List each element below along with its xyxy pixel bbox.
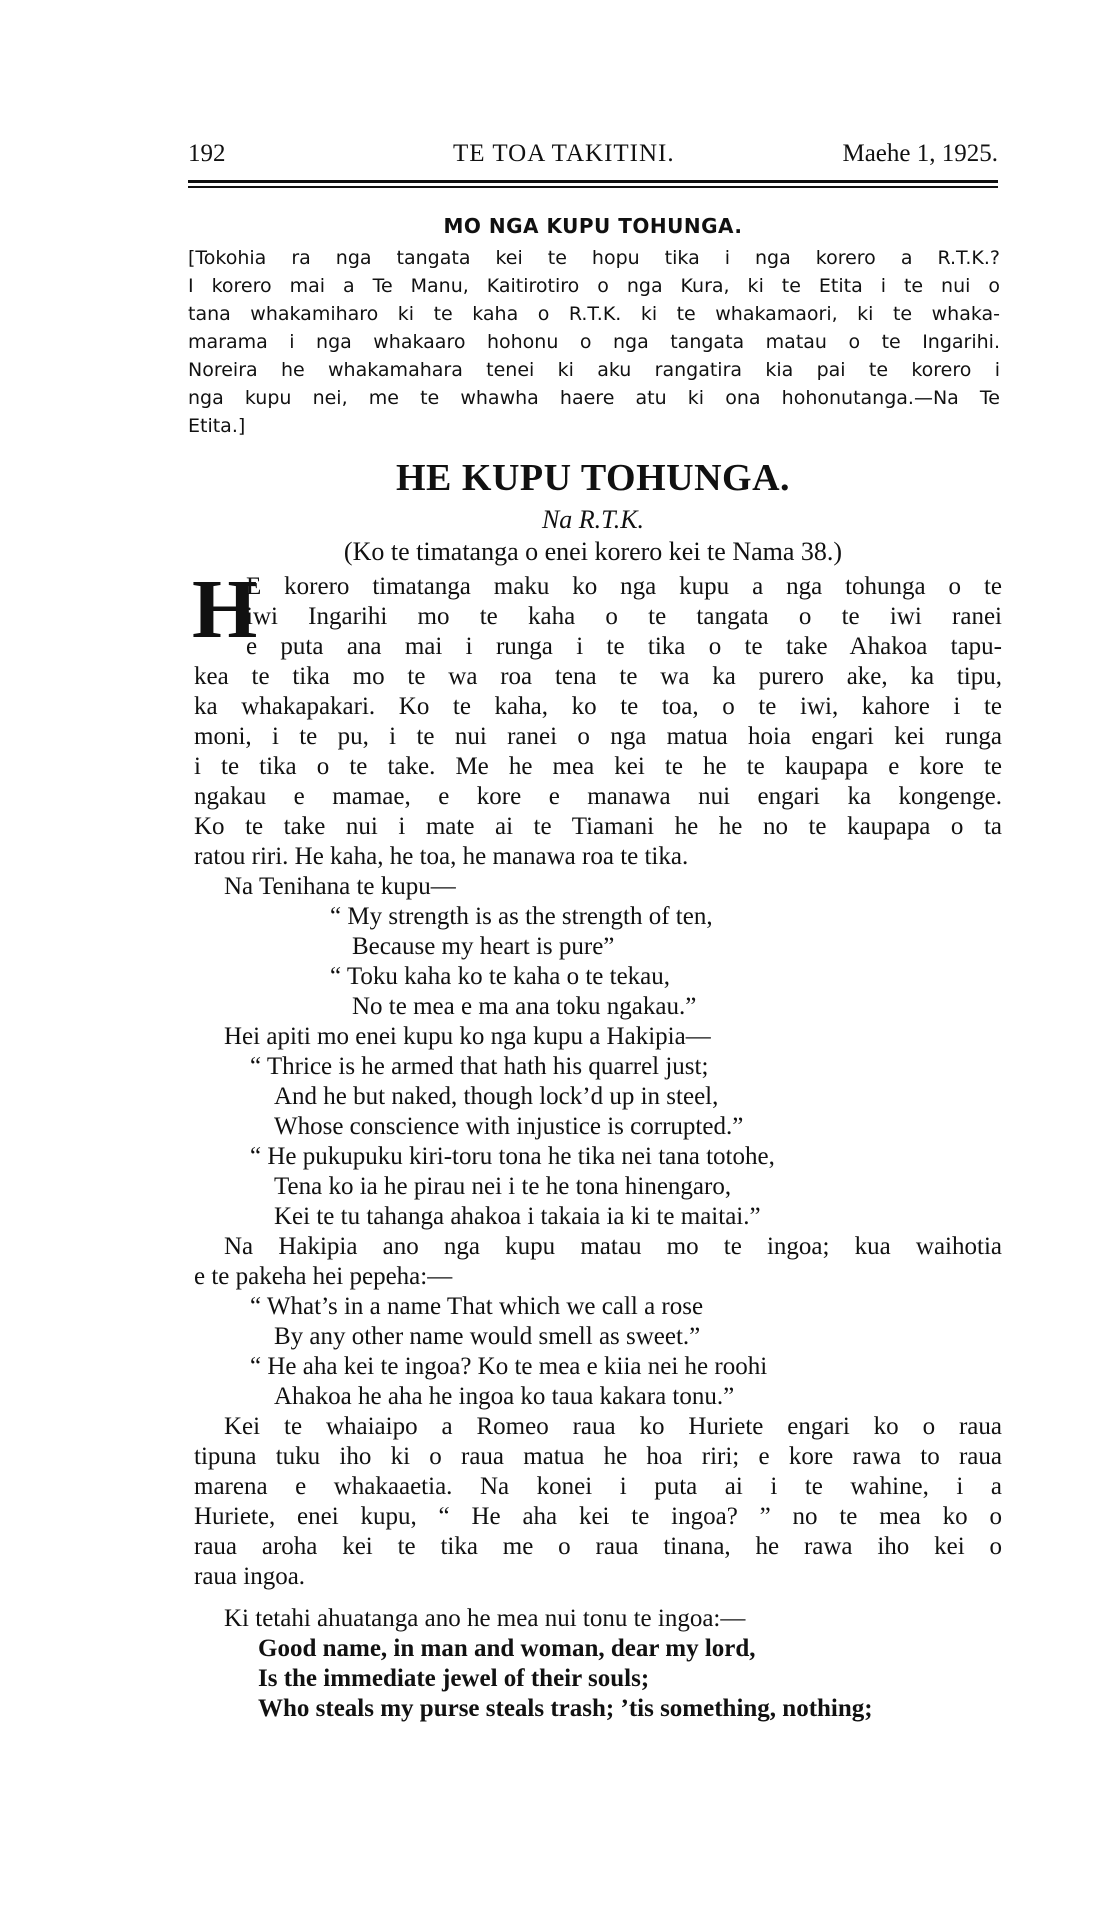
drop-cap: H bbox=[192, 563, 258, 656]
notice-line: marama i nga whakaaro hohonu o nga tangata matau o te Ingarihi. bbox=[188, 331, 1000, 353]
verse-line: And he but naked, though lock’d up in steel, bbox=[274, 1083, 719, 1110]
text-line: raua aroha kei te tika me o raua tinana, he rawa iho kei o bbox=[194, 1533, 1002, 1560]
verse-line: Ahakoa he aha he ingoa ko taua kakara tonu.” bbox=[274, 1383, 735, 1410]
notice-line: [Tokohia ra nga tangata kei te hopu tika i nga korero a R.T.K.? bbox=[188, 247, 1000, 269]
notice-line: tana whakamiharo ki te kaha o R.T.K. ki te whakamaori, ki te whaka- bbox=[188, 303, 1000, 325]
article-byline: Na R.T.K. bbox=[541, 505, 645, 534]
verse-line: “ Thrice is he armed that hath his quarrel just; bbox=[250, 1053, 709, 1080]
verse-line: “ He pukupuku kiri-toru tona he tika nei tana totohe, bbox=[250, 1143, 775, 1170]
header-rule-top bbox=[188, 180, 998, 183]
text-line: moni, i te pu, i te nui ranei o nga matua hoia engari kei runga bbox=[194, 723, 1002, 750]
text-line: e te pakeha hei pepeha:— bbox=[194, 1263, 453, 1290]
text-line: tipuna tuku iho ki o raua matua he hoa riri; e kore rawa to raua bbox=[194, 1443, 1002, 1470]
verse-line: Who steals my purse steals trash; ’tis something, nothing; bbox=[258, 1695, 873, 1722]
text-line: ngakau e mamae, e kore e manawa nui engari ka kongenge. bbox=[194, 783, 1002, 810]
verse-line: “ What’s in a name That which we call a rose bbox=[250, 1293, 704, 1320]
verse-line: No te mea e ma ana toku ngakau.” bbox=[352, 993, 697, 1020]
text-line: i te tika o te take. Me he mea kei te he te kaupapa e kore te bbox=[194, 753, 1002, 780]
notice-line: nga kupu nei, me te whawha haere atu ki ona hohonutanga.—Na Te bbox=[188, 387, 1000, 409]
page-header bbox=[188, 140, 998, 176]
article-intro: (Ko te timatanga o enei korero kei te Nama 38.) bbox=[343, 537, 843, 566]
page-number: 192 bbox=[188, 140, 226, 167]
text-line: Kei te whaiaipo a Romeo raua ko Huriete engari ko o raua bbox=[224, 1413, 1002, 1440]
text-line: kea te tika mo te wa roa tena te wa ka purero ake, ka tipu, bbox=[194, 663, 1002, 690]
publication-title: TE TOA TAKITINI. bbox=[453, 140, 675, 167]
text-line: Huriete, enei kupu, “ He aha kei te ingoa? ” no te mea ko o bbox=[194, 1503, 1002, 1530]
text-line: Na Hakipia ano nga kupu matau mo te ingoa; kua waihotia bbox=[224, 1233, 1002, 1260]
text-line: Ki tetahi ahuatanga ano he mea nui tonu te ingoa:— bbox=[224, 1605, 746, 1632]
issue-date: Maehe 1, 1925. bbox=[842, 140, 998, 167]
text-line: Na Tenihana te kupu— bbox=[224, 873, 456, 900]
notice-title: MO NGA KUPU TOHUNGA. bbox=[443, 214, 743, 238]
verse-line: “ He aha kei te ingoa? Ko te mea e kiia nei he roohi bbox=[250, 1353, 768, 1380]
notice-line: Noreira he whakamahara tenei ki aku rangatira kia pai te korero i bbox=[188, 359, 1000, 381]
notice-line: Etita.] bbox=[188, 415, 246, 437]
verse-line: Tena ko ia he pirau nei i te he tona hinengaro, bbox=[274, 1173, 732, 1200]
verse-line: Kei te tu tahanga ahakoa i takaia ia ki te maitai.” bbox=[274, 1203, 761, 1230]
verse-line: By any other name would smell as sweet.” bbox=[274, 1323, 701, 1350]
text-line: E korero timatanga maku ko nga kupu a nga tohunga o te bbox=[246, 573, 1002, 600]
text-line: Hei apiti mo enei kupu ko nga kupu a Hakipia— bbox=[224, 1023, 711, 1050]
text-line: ka whakapakari. Ko te kaha, ko te toa, o te iwi, kahore i te bbox=[194, 693, 1002, 720]
text-line: iwi Ingarihi mo te kaha o te tangata o te iwi ranei bbox=[246, 603, 1002, 630]
text-line: e puta ana mai i runga i te tika o te take Ahakoa tapu- bbox=[246, 633, 1002, 660]
notice-line: I korero mai a Te Manu, Kaitirotiro o nga Kura, ki te Etita i te nui o bbox=[188, 275, 1000, 297]
verse-line: Is the immediate jewel of their souls; bbox=[258, 1665, 650, 1692]
verse-line: “ Toku kaha ko te kaha o te tekau, bbox=[330, 963, 671, 990]
header-rule-bottom bbox=[188, 186, 998, 188]
text-line: ratou riri. He kaha, he toa, he manawa roa te tika. bbox=[194, 843, 689, 870]
verse-line: Whose conscience with injustice is corrupted.” bbox=[274, 1113, 744, 1140]
text-line: Ko te take nui i mate ai te Tiamani he he no te kaupapa o ta bbox=[194, 813, 1002, 840]
text-line: raua ingoa. bbox=[194, 1563, 306, 1590]
verse-line: “ My strength is as the strength of ten, bbox=[330, 903, 713, 930]
text-line: marena e whakaaetia. Na konei i puta ai i te wahine, i a bbox=[194, 1473, 1002, 1500]
article-title: HE KUPU TOHUNGA. bbox=[395, 457, 791, 499]
verse-line: Good name, in man and woman, dear my lord, bbox=[258, 1635, 756, 1662]
verse-line: Because my heart is pure” bbox=[352, 933, 615, 960]
